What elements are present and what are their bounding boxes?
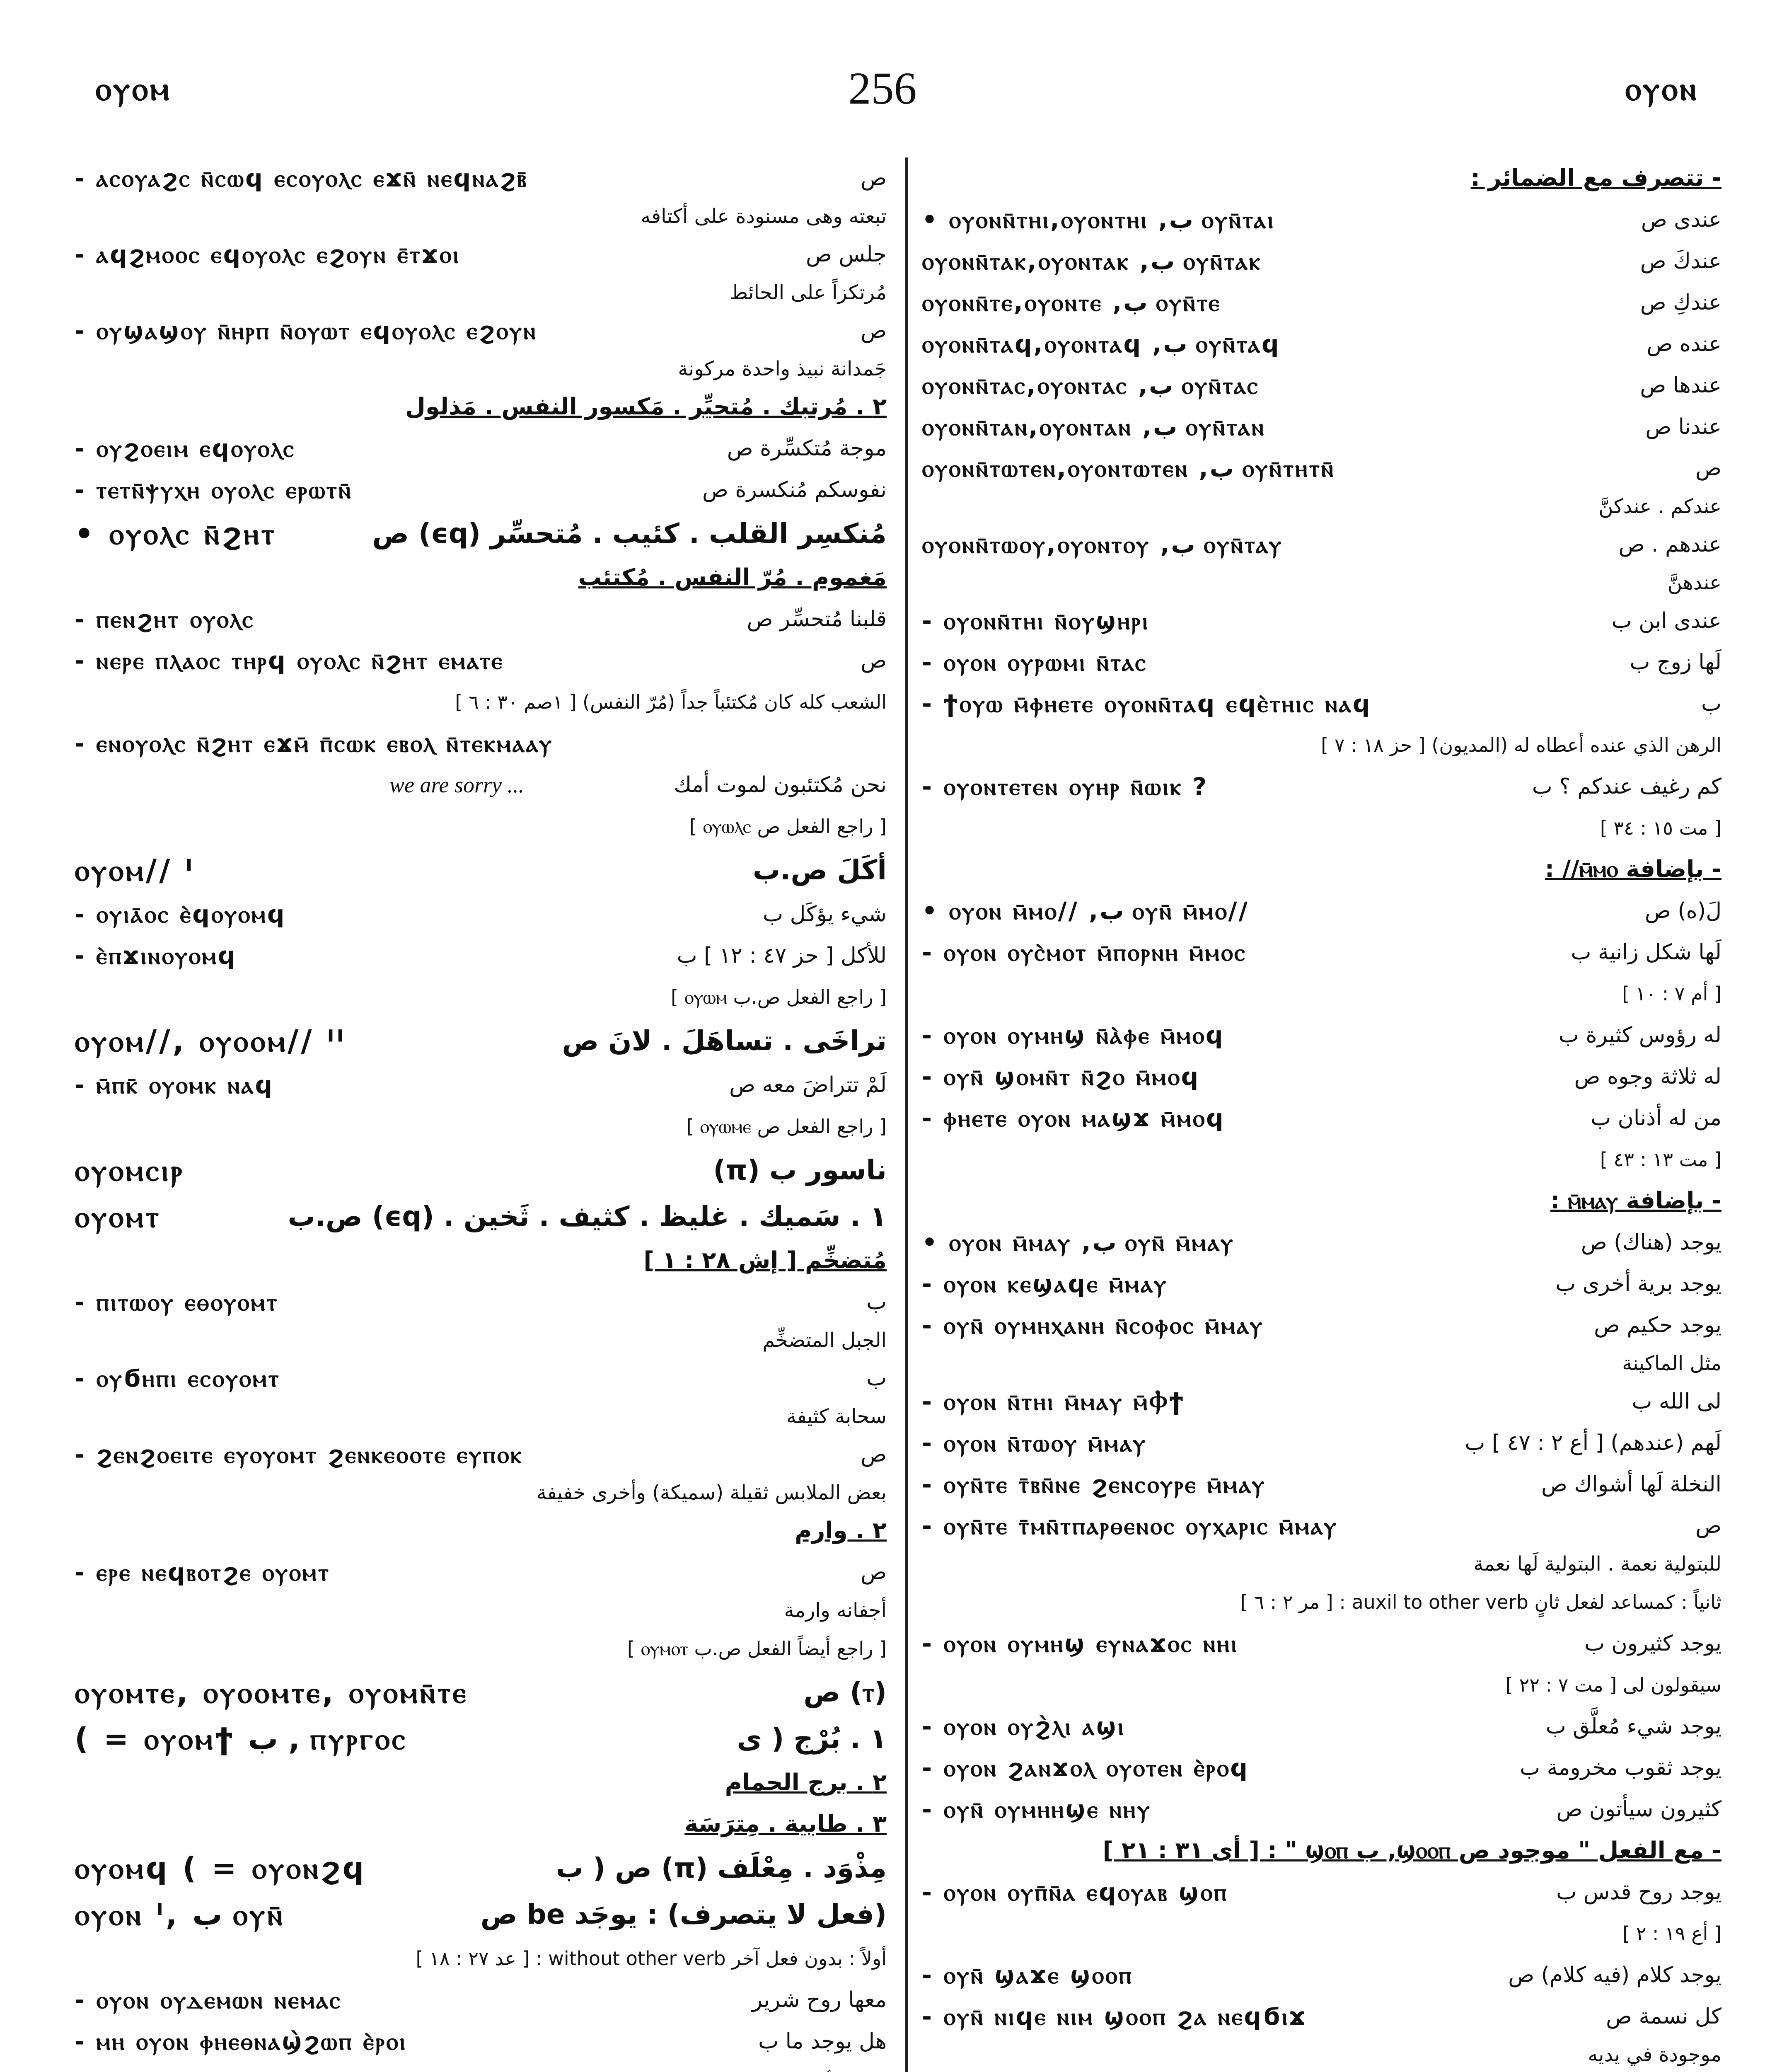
coptic-text: - ⲛⲉⲣⲉ ⲡⲗⲁⲟⲥ ⲧⲏⲣϥ ⲟⲩⲟⲗⲥ ⲛ̄ϩⲏⲧ ⲉⲙⲁⲧⲉ: [75, 646, 504, 675]
dictionary-entry: [922, 1623, 1721, 1664]
coptic-text: - ⲟⲩⲛ̄ ⲟⲩⲙⲏⲏϣⲉ ⲛⲏⲩ: [922, 1795, 1151, 1823]
arabic-text: كل نسمة ص: [1606, 2004, 1721, 2029]
arabic-text: ١ . سَميك . غليظ . كثيف . ثَخين . (ϵq) ص.ب: [288, 1201, 887, 1232]
coptic-text: ⲟⲩⲟⲙⲥⲓⲣ: [75, 1153, 185, 1188]
coptic-text: • ⲟⲩⲟⲛⲛ̄ⲧⲏⲓ,ⲟⲩⲟⲛⲧⲏⲓ ,ب ⲟⲩⲛ̄ⲧⲁⲓ: [922, 206, 1275, 234]
scripture-reference: سيقولون لى [ مت ٧ : ٢٢ ]: [1505, 1674, 1721, 1696]
dictionary-entry: [75, 723, 887, 764]
dictionary-entry: [75, 1106, 887, 1147]
dictionary-entry: [922, 323, 1721, 365]
coptic-text: ⲟⲩⲟⲛⲛ̄ⲧⲁⲥ,ⲟⲩⲟⲛⲧⲁⲥ ,ب ⲟⲩⲛ̄ⲧⲁⲥ: [922, 371, 1260, 399]
scripture-reference: الرهن الذي عنده أعطاه له (المديون) [ حز ١٨ : ٧ ]: [1321, 734, 1721, 756]
arabic-text: عندهنَّ: [1667, 571, 1721, 594]
arabic-text: - بإضافة ⲙ̄ⲙⲁⲩ :: [1550, 1187, 1721, 1214]
coptic-text: - ⲉ̀ⲡϫⲓⲛⲟⲩⲟⲙϥ: [75, 942, 237, 970]
left-column: [75, 157, 887, 2072]
arabic-text: معها روح شرير: [752, 1987, 887, 2012]
scripture-reference: [ راجع أيضاً الفعل ص.ب ⲟⲩⲙⲟⲧ ]: [627, 1637, 887, 1660]
coptic-text: - ⲟⲩⲟⲛ ⲟⲩⲇⲉⲙⲱⲛ ⲛⲉⲙⲁⲥ: [75, 1986, 342, 2014]
dictionary-entry: [75, 893, 887, 935]
arabic-text: عندكَ ص: [1640, 249, 1721, 274]
dictionary-entry: [922, 890, 1721, 932]
arabic-text: يوجد كلام (فيه كلام) ص: [1508, 1963, 1721, 1987]
scripture-reference: [ أع ١٩ : ٢ ]: [1622, 1922, 1721, 1945]
dictionary-entry: [75, 1193, 887, 1240]
arabic-text: يوجد برية أخرى ب: [1555, 1271, 1721, 1296]
arabic-text: ص: [861, 1442, 887, 1467]
arabic-text: نحن مُكتئبون لموت أمك: [674, 772, 887, 797]
dictionary-entry: [75, 275, 887, 310]
arabic-text: ص: [1695, 1513, 1721, 1538]
coptic-text: - ⲉⲣⲉ ⲛⲉϥⲃⲟⲧϩⲉ ⲟⲩⲟⲙⲧ: [75, 1558, 330, 1586]
arabic-text: - مع الفعل " موجود ص ϣⲟⲟⲡ, ب ϣⲟⲡ " : [ أى ٣١ : ٢١ ]: [1103, 1837, 1721, 1864]
dictionary-entry: [75, 1552, 887, 1593]
arabic-text: بعض الملابس ثقيلة (سميكة) وأخرى خفيفة: [536, 1481, 887, 1504]
coptic-text: - ⲟⲩⲟⲛ ⲟⲩⲡ̄ⲛ̄ⲁ ⲉϥⲟⲩⲁⲃ ϣⲟⲡ: [922, 1878, 1228, 1906]
scripture-reference: [ مت ١٥ : ٣٤ ]: [1600, 817, 1721, 839]
coptic-text: ⲟⲩⲟⲛⲛ̄ⲧⲱⲧⲉⲛ,ⲟⲩⲟⲛⲧⲱⲧⲉⲛ ,ب ⲟⲩⲛ̄ⲧⲏⲧⲛ̄: [922, 454, 1335, 482]
dictionary-entry: [75, 1803, 887, 1845]
dictionary-entry: [922, 1664, 1721, 1706]
dictionary-entry: [75, 847, 887, 893]
arabic-text: هل يوجد ما ب: [758, 2029, 887, 2054]
dictionary-entry: [922, 1381, 1721, 1422]
coptic-text: - ⲟⲩⲛ̄ ϣⲟⲙⲛ̄ⲧ ⲛ̄ϩⲟ ⲙ̄ⲙⲟϥ: [922, 1063, 1200, 1091]
dictionary-entry: [75, 976, 887, 1018]
arabic-text: له رؤوس كثيرة ب: [1558, 1023, 1721, 1048]
dictionary-entry: [75, 310, 887, 351]
arabic-text: أجفانه وارمة: [784, 1599, 887, 1622]
dictionary-entry: [922, 1789, 1721, 1830]
dictionary-entry: [75, 764, 887, 806]
coptic-text: - ⲟⲩⲛ̄ ϣⲁϫⲉ ϣⲟⲟⲡ: [922, 1961, 1133, 1989]
dictionary-entry: [922, 1464, 1721, 1505]
coptic-text: ⲟⲩⲟⲛⲛ̄ⲧⲁϥ,ⲟⲩⲟⲛⲧⲁϥ ,ب ⲟⲩⲛ̄ⲧⲁϥ: [922, 330, 1281, 358]
dictionary-entry: [75, 1510, 887, 1552]
coptic-text: - ⲁϥϩⲙⲟⲟⲥ ⲉϥⲟⲩⲟⲗⲥ ⲉϩⲟⲩⲛ ⲉ̄ⲧϫⲟⲓ: [75, 240, 460, 269]
arabic-text: لى الله ب: [1632, 1389, 1721, 1414]
arabic-text: ٢ . وارم: [795, 1517, 887, 1544]
dictionary-entry: [922, 1547, 1721, 1581]
coptic-text: - ⲟⲩⲛ̄ⲧⲉ ⲧ̄ⲃⲛ̄ⲛⲉ ϩⲉⲛⲥⲟⲩⲣⲉ ⲙ̄ⲙⲁⲩ: [922, 1470, 1266, 1498]
dictionary-entry: [922, 1180, 1721, 1222]
dictionary-entry: [922, 1222, 1721, 1263]
coptic-text: - ⲡⲓⲧⲱⲟⲩ ⲉⲑⲟⲩⲟⲙⲧ: [75, 1288, 279, 1316]
arabic-text: يوجد حكيم ص: [1594, 1313, 1721, 1338]
dictionary-entry: [922, 524, 1721, 565]
coptic-text: - ⲉⲛⲟⲩⲟⲗⲥ ⲛ̄ϩⲏⲧ ⲉϫⲙ̄ ⲡ̄ⲥⲱⲕ ⲉⲃⲟⲗ ⲛ̄ⲧⲉⲕⲙⲁⲁⲩ: [75, 729, 554, 758]
dictionary-entry: [922, 1056, 1721, 1097]
arabic-text: سحابة كثيفة: [786, 1405, 887, 1428]
coptic-text: ⲟⲩⲟⲛⲛ̄ⲧⲁⲛ,ⲟⲩⲟⲛⲧⲁⲛ ,ب ⲟⲩⲛ̄ⲧⲁⲛ: [922, 413, 1266, 441]
scripture-reference: [ مت ١٣ : ٤٣ ]: [1600, 1148, 1721, 1171]
dictionary-entry: [75, 1891, 887, 1938]
arabic-text: لَها زوج ب: [1630, 650, 1721, 675]
dictionary-entry: [922, 1014, 1721, 1056]
arabic-text: النخلة لَها أشواك ص: [1541, 1472, 1721, 1497]
arabic-text: للأكل [ حز ٤٧ : ١٢ ] ب: [677, 943, 887, 968]
dictionary-entry: [922, 600, 1721, 641]
arabic-text: ص: [861, 318, 887, 343]
arabic-text: ب: [866, 1366, 887, 1391]
dictionary-entry: [75, 1716, 887, 1762]
dictionary-entry: [75, 1475, 887, 1510]
coptic-text: ⲟⲩⲟⲛⲛ̄ⲧⲱⲟⲩ,ⲟⲩⲟⲛⲧⲟⲩ ,ب ⲟⲩⲛ̄ⲧⲁⲩ: [922, 530, 1283, 559]
arabic-text: مُنكسِر القلب . كئيب . مُتحسِّر (ϵq) ص: [372, 518, 887, 549]
dictionary-entry: [922, 448, 1721, 489]
dictionary-entry: [922, 1871, 1721, 1913]
arabic-text: ص: [861, 1560, 887, 1585]
page-number: 256: [848, 63, 917, 114]
dictionary-entry: [922, 1305, 1721, 1346]
coptic-text: ⲟⲩⲟⲙ// ᴵ: [75, 853, 195, 888]
dictionary-entry: [75, 351, 887, 386]
arabic-text: عندكِ ص: [1640, 290, 1721, 315]
english-gloss: we are sorry ...: [389, 772, 524, 797]
arabic-text: مَغموم . مُرّ النفس . مُكتئب: [578, 564, 887, 591]
coptic-text: - ⲟⲩⲟⲛ ⲟⲩⲣⲱⲙⲓ ⲛ̄ⲧⲁⲥ: [922, 648, 1148, 676]
coptic-text: ⲟⲩⲟⲙⲧ: [75, 1199, 162, 1234]
arabic-text: ٣ . طابية . مِترَسَة: [684, 1811, 887, 1837]
dictionary-entry: [75, 1147, 887, 1193]
dictionary-entry: [75, 1281, 887, 1323]
arabic-text: ٢ . برج الحمام: [725, 1769, 887, 1796]
dictionary-entry: [922, 199, 1721, 240]
scripture-reference: [598, 2062, 887, 2072]
coptic-text: - ⲟⲩⲟⲛ ⲟⲩϩ̀ⲗⲓ ⲁϣⲓ: [922, 1712, 1125, 1740]
dictionary-entry: [922, 240, 1721, 282]
arabic-text: للبتولية نعمة . البتولية لَها نعمة: [1473, 1552, 1721, 1576]
coptic-text: ⲟⲩⲟⲙϥ ( = ⲟⲩⲟⲛϩϥ: [75, 1851, 367, 1886]
arabic-text: لَ(ه) ص: [1645, 898, 1721, 923]
scripture-reference: [ راجع الفعل ص.ب ⲟⲩⲱⲙ ]: [671, 986, 887, 1008]
coptic-text: • ⲟⲩⲟⲛ ⲙ̄ⲙⲟ// ,ب ⲟⲩⲛ̄ ⲙ̄ⲙⲟ//: [922, 897, 1249, 925]
dictionary-entry: [75, 1240, 887, 1281]
dictionary-entry: [75, 806, 887, 847]
coptic-text: - ⲟⲩⲛ̄ ⲛⲓϥⲉ ⲛⲓⲙ ϣⲟⲟⲡ ϩⲁ ⲛⲉϥϭⲓϫ: [922, 2002, 1307, 2031]
coptic-text: - ⲙ̄ⲡⲕ̄ ⲟⲩⲟⲙⲕ ⲛⲁϥ: [75, 1071, 274, 1099]
dictionary-entry: [75, 1845, 887, 1891]
dictionary-entry: [922, 2037, 1721, 2072]
dictionary-entry: [922, 1581, 1721, 1623]
dictionary-entry: [922, 766, 1721, 807]
coptic-text: - ⲟⲩⲛ̄ⲧⲉ ⲧ̄ⲙⲛ̄ⲧⲡⲁⲣⲑⲉⲛⲟⲥ ⲟⲩⲭⲁⲣⲓⲥ ⲙ̄ⲙⲁⲩ: [922, 1512, 1338, 1540]
arabic-text: نفوسكم مُنكسرة ص: [702, 477, 887, 502]
coptic-text: - ⲧⲉⲧⲛ̄ⲯⲩⲭⲏ ⲟⲩⲟⲗⲥ ⲉⲣⲱⲧⲛ̄: [75, 476, 353, 504]
dictionary-entry: [922, 1954, 1721, 1996]
coptic-text: - ⲟⲩⲛ̄ ⲟⲩⲙⲏⲭⲁⲛⲏ ⲛ̄ⲥⲟⲫⲟⲥ ⲙ̄ⲙⲁⲩ: [922, 1311, 1264, 1339]
coptic-text: - ⲟⲩⲟⲛ ⲕⲉϣⲁϥⲉ ⲙ̄ⲙⲁⲩ: [922, 1270, 1168, 1298]
right-column: [922, 157, 1721, 2072]
dictionary-entry: [75, 1938, 887, 1979]
dictionary-entry: [75, 1018, 887, 1064]
coptic-text: ( = ⲟⲩⲟⲙϯ ب , ⲡⲩⲣⲅⲟⲥ: [75, 1721, 408, 1756]
dictionary-entry: [922, 365, 1721, 406]
dictionary-entry: [922, 1422, 1721, 1464]
arabic-text: ص: [861, 648, 887, 673]
dictionary-entry: [75, 157, 887, 199]
dictionary-entry: [75, 598, 887, 640]
arabic-text: مُتضخِّم [ إش ٢٨ : ١ ]: [643, 1247, 887, 1274]
arabic-text: قلبنا مُتحسِّر ص: [747, 607, 887, 632]
dictionary-entry: [922, 849, 1721, 890]
coptic-text: - ⲟⲩϣⲁϣⲟⲩ ⲛ̄ⲏⲣⲡ ⲛ̄ⲟⲩⲱⲧ ⲉϥⲟⲩⲟⲗⲥ ⲉϩⲟⲩⲛ: [75, 317, 537, 345]
arabic-text: الجبل المتضخِّم: [762, 1329, 887, 1352]
arabic-text: عندنا ص: [1645, 414, 1721, 439]
arabic-text: من له أذنان ب: [1591, 1106, 1721, 1130]
arabic-text: لَمْ تتراضَ معه ص: [729, 1072, 887, 1097]
column-divider: [905, 157, 908, 2072]
scripture-reference: [ أم ٧ : ١٠ ]: [1622, 983, 1721, 1005]
dictionary-entry: [922, 683, 1721, 724]
arabic-text: يوجد شيء مُعلَّق ب: [1545, 1714, 1721, 1739]
arabic-text: يوجد ثقوب مخرومة ب: [1520, 1755, 1721, 1780]
arabic-text: جَمدانة نبيذ واحدة مركونة: [678, 357, 887, 380]
dictionary-entry: [922, 1706, 1721, 1747]
coptic-text: - ϩⲉⲛϩⲟⲉⲓⲧⲉ ⲉⲩⲟⲩⲟⲙⲧ ϩⲉⲛⲕⲉⲟⲟⲧⲉ ⲉⲩⲡⲟⲕ: [75, 1440, 523, 1469]
arabic-text: عنده ص: [1647, 332, 1721, 356]
dictionary-entry: [922, 1505, 1721, 1547]
arabic-text: ص: [861, 166, 887, 191]
coptic-text: - ⲟⲩϭⲏⲡⲓ ⲉⲥⲟⲩⲟⲙⲧ: [75, 1364, 280, 1392]
arabic-text: يوجد روح قدس ب: [1556, 1880, 1721, 1905]
arabic-text: عندى ابن ب: [1611, 608, 1721, 633]
arabic-text: (ⲧ) ص: [803, 1676, 887, 1708]
arabic-text: موجة مُتكسِّرة ص: [727, 436, 887, 461]
arabic-text: عندكم . عندكنَّ: [1598, 495, 1721, 518]
arabic-text: - تتصرف مع الضمائر :: [1470, 165, 1721, 191]
arabic-text: موجودة في يديه: [1588, 2043, 1721, 2066]
dictionary-entry: [75, 386, 887, 428]
dictionary-entry: [922, 489, 1721, 524]
dictionary-entry: [75, 935, 887, 976]
coptic-text: - ⲡⲉⲛϩⲏⲧ ⲟⲩⲟⲗⲥ: [75, 605, 255, 633]
coptic-text: - ⲁⲥⲟⲩⲁϩⲥ ⲛ̄ⲥⲱϥ ⲉⲥⲟⲩⲟⲗⲥ ⲉϫⲛ̄ ⲛⲉϥⲛⲁϩⲃ̄: [75, 164, 528, 192]
coptic-text: - ⲟⲩϩⲟⲉⲓⲙ ⲉϥⲟⲩⲟⲗⲥ: [75, 434, 295, 462]
header-left-word: ⲟⲩⲟⲙ: [95, 70, 172, 108]
coptic-text: - ⲟⲩⲟⲛ ⲛ̄ⲧⲏⲓ ⲙ̄ⲙⲁⲩ ⲙ̄Ⲫϯ: [922, 1387, 1185, 1416]
arabic-text: ب: [866, 1290, 887, 1314]
scripture-reference: [ راجع الفعل ص ⲟⲩⲱⲙⲉ ]: [686, 1115, 887, 1138]
dictionary-entry: [75, 428, 887, 469]
header-right-word: ⲟⲩⲟⲛ: [1625, 70, 1699, 108]
dictionary-entry: [922, 1830, 1721, 1871]
dictionary-entry: [75, 1358, 887, 1399]
arabic-text: أكَلَ ص.ب: [752, 854, 887, 886]
dictionary-entry: [75, 557, 887, 598]
coptic-text: ⲟⲩⲟⲙ//, ⲟⲩⲟⲟⲙ// ᴵᴵ: [75, 1024, 346, 1058]
arabic-text: ٢ . مُرتبك . مُتحيِّر . مَكسور النفس . مَذلول: [405, 393, 887, 420]
arabic-text: ص: [1695, 456, 1721, 481]
coptic-text: - ⲟⲩⲟⲛ ⲛ̄ⲧⲱⲟⲩ ⲙ̄ⲙⲁⲩ: [922, 1429, 1147, 1457]
dictionary-entry: [75, 1323, 887, 1358]
coptic-text: ⲟⲩⲟⲛⲛ̄ⲧⲉ,ⲟⲩⲟⲛⲧⲉ ,ب ⲟⲩⲛ̄ⲧⲉ: [922, 288, 1221, 317]
dictionary-entry: [922, 157, 1721, 199]
dictionary-entry: [922, 282, 1721, 323]
dictionary-entry: [75, 1434, 887, 1475]
arabic-text: ١ . بُرْج ( ى: [737, 1723, 887, 1755]
dictionary-entry: [922, 932, 1721, 973]
coptic-text: - ⲟⲩⲟⲛ ϩⲁⲛϫⲟⲗ ⲟⲩⲟⲧⲉⲛ ⲉ̀ⲣⲟϥ: [922, 1754, 1249, 1782]
dictionary-entry: [75, 199, 887, 234]
dictionary-entry: [922, 724, 1721, 766]
dictionary-entry: [922, 807, 1721, 849]
dictionary-entry: [922, 1139, 1721, 1180]
coptic-text: ⲟⲩⲟⲙⲧⲉ, ⲟⲩⲟⲟⲙⲧⲉ, ⲟⲩⲟⲙⲛ̄ⲧⲉ: [75, 1675, 469, 1710]
coptic-text: ⲟⲩⲟⲛ ᴵ, ب ⲟⲩⲛ̄: [75, 1897, 285, 1932]
arabic-text: لَها شكل زانية ب: [1571, 940, 1721, 965]
arabic-text: مُرتكزاً على الحائط: [729, 281, 887, 304]
arabic-text: (فعل لا يتصرف) : يوجَد be ص: [480, 1898, 887, 1930]
dictionary-entry: [75, 1762, 887, 1803]
dictionary-entry: [75, 234, 887, 275]
dictionary-entry: [922, 1913, 1721, 1954]
arabic-text: ناسور ب (π): [713, 1154, 887, 1186]
dictionary-entry: [922, 1996, 1721, 2037]
coptic-text: • ⲟⲩⲟⲛ ⲙ̄ⲙⲁⲩ ,ب ⲟⲩⲛ̄ ⲙ̄ⲙⲁⲩ: [922, 1228, 1235, 1256]
dictionary-entry: [75, 469, 887, 511]
arabic-text: تراخَى . تساهَلَ . لانَ ص: [562, 1025, 887, 1057]
dictionary-entry: [922, 1263, 1721, 1305]
arabic-text: تبعته وهى مسنودة على أكتافه: [641, 205, 887, 228]
coptic-text: - ⲙⲏ ⲟⲩⲟⲛ ⲫⲏⲉⲑⲛⲁϣ̀ϩⲱⲡ ⲉ̀ⲣⲟⲓ: [75, 2027, 407, 2055]
dictionary-entry: [75, 1979, 887, 2021]
arabic-text: مِذْوَد . مِعْلَف (π) ص ( ب: [556, 1852, 887, 1884]
arabic-text: عندى ص: [1641, 207, 1721, 232]
scripture-reference: [ راجع الفعل ص ⲟⲩⲱⲗⲥ ]: [689, 815, 887, 838]
dictionary-entry: [922, 406, 1721, 448]
dictionary-entry: [922, 565, 1721, 600]
page-header: [0, 62, 1765, 120]
arabic-text: عندها ص: [1640, 373, 1721, 398]
dictionary-entry: [922, 1346, 1721, 1381]
dictionary-entry: [75, 2062, 887, 2072]
coptic-text: - ⲟⲩⲓⲁ̄ⲟⲥ ⲉ̀ϥⲟⲩⲟⲙϥ: [75, 900, 286, 928]
arabic-text: يوجد (هناك) ص: [1581, 1230, 1721, 1255]
dictionary-entry: [75, 2021, 887, 2062]
arabic-text: جلس ص: [805, 242, 887, 267]
dictionary-entry: [922, 973, 1721, 1014]
arabic-text: له ثلاثة وجوه ص: [1574, 1064, 1721, 1089]
dictionary-entry: [75, 1064, 887, 1106]
coptic-text: - ⲫⲏⲉⲧⲉ ⲟⲩⲟⲛ ⲙⲁϣϫ ⲙ̄ⲙⲟϥ: [922, 1104, 1225, 1132]
coptic-text: - ⲟⲩⲟⲛ ⲟⲩⲙⲏϣ ⲉⲩⲛⲁϫⲟⲥ ⲛⲏⲓ: [922, 1629, 1238, 1658]
arabic-text: شيء يؤكَل ب: [763, 902, 887, 927]
dictionary-entry: [922, 1097, 1721, 1139]
dictionary-entry: [75, 1669, 887, 1716]
dictionary-entry: [75, 1628, 887, 1669]
coptic-text: • ⲟⲩⲟⲗⲥ ⲛ̄ϩⲏⲧ: [75, 516, 277, 551]
dictionary-entry: [75, 681, 887, 723]
arabic-text: ب: [1701, 691, 1721, 716]
arabic-text: يوجد كثيرون ب: [1584, 1631, 1721, 1656]
coptic-text: - ⲟⲩⲟⲛ ⲟⲩⲥ̀ⲙⲟⲧ ⲙ̄ⲡⲟⲣⲛⲏ ⲙ̄ⲙⲟⲥ: [922, 938, 1247, 966]
coptic-text: - ⲟⲩⲟⲛⲧⲉⲧⲉⲛ ⲟⲩⲏⲣ ⲛ̄ⲱⲓⲕ ?: [922, 772, 1209, 801]
scripture-reference: الشعب كله كان مُكتئباً جداً (مُرّ النفس) [ ١صم ٣٠ : ٦ ]: [455, 691, 887, 713]
arabic-text: مثل الماكينة: [1622, 1352, 1721, 1375]
scripture-reference: أولاً : بدون فعل آخر without other verb : [ عد ٢٧ : ١٨ ]: [416, 1947, 887, 1970]
dictionary-entry: [75, 1593, 887, 1628]
dictionary-entry: [75, 511, 887, 557]
arabic-text: - بإضافة ⲙ̄ⲙⲟ// :: [1545, 856, 1721, 883]
coptic-text: ⲟⲩⲟⲛⲛ̄ⲧⲁⲕ,ⲟⲩⲟⲛⲧⲁⲕ ,ب ⲟⲩⲛ̄ⲧⲁⲕ: [922, 247, 1262, 275]
arabic-text: عندهم . ص: [1618, 532, 1721, 557]
coptic-text: - ⲟⲩⲟⲛ ⲟⲩⲙⲏϣ ⲛ̄ⲁ̀ⲫⲉ ⲙ̄ⲙⲟϥ: [922, 1021, 1225, 1049]
dictionary-entry: [75, 640, 887, 681]
arabic-text: كثيرون سيأتون ص: [1556, 1797, 1721, 1822]
dictionary-entry: [75, 1399, 887, 1434]
dictionary-entry: [922, 641, 1721, 683]
coptic-text: - ϯⲟⲩⲱ ⲙ̄ⲫⲏⲉⲧⲉ ⲟⲩⲟⲛⲛ̄ⲧⲁϥ ⲉϥⲉ̀ⲧⲏⲓⲥ ⲛⲁϥ: [922, 690, 1372, 718]
scripture-reference: ثانياً : كمساعد لفعل ثانٍ auxil to other verb : [ مر ٢ : ٦ ]: [1240, 1591, 1721, 1613]
dictionary-entry: [922, 1747, 1721, 1789]
coptic-text: - ⲟⲩⲟⲛⲛ̄ⲧⲏⲓ ⲛ̄ⲟⲩϣⲏⲣⲓ: [922, 607, 1150, 635]
arabic-text: لَهم (عندهم) [ أع ٢ : ٤٧ ] ب: [1465, 1431, 1721, 1455]
arabic-text: كم رغيف عندكم ؟ ب: [1532, 774, 1721, 799]
